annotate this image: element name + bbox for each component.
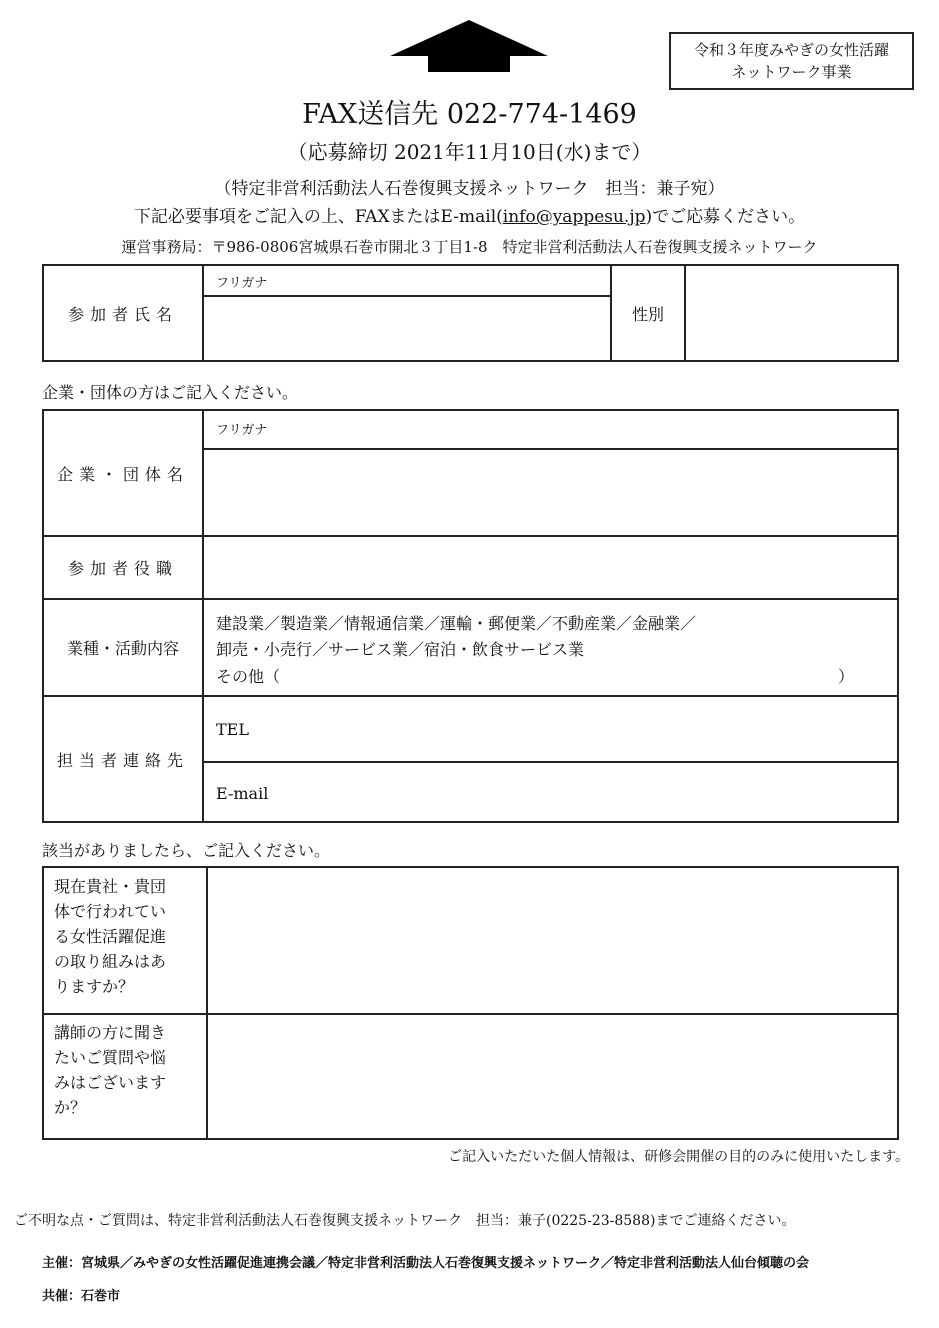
instructions bbox=[0, 202, 939, 227]
program-badge bbox=[669, 32, 914, 90]
industry-other: その他（ bbox=[216, 667, 281, 686]
tel-field[interactable] bbox=[260, 699, 897, 761]
tel-label: TEL bbox=[216, 720, 249, 739]
question-1-line: 体で行われてい bbox=[54, 902, 167, 921]
company-furigana-label: フリガナ bbox=[216, 423, 268, 438]
participant-name-field[interactable] bbox=[204, 297, 610, 360]
organizers: 主催：宮城県／みやぎの女性活躍促進連携会議／特定非営利活動法人石巻復興支援ネットワーク／特定非営利活動法人仙台傾聴の会 bbox=[42, 1256, 810, 1271]
gender-label: 性別 bbox=[631, 304, 664, 324]
industry-line-1: 建設業／製造業／情報通信業／運輸・郵便業／不動産業／金融業／ bbox=[216, 614, 697, 633]
privacy-note: ご記入いただいた個人情報は、研修会開催の目的のみに使用いたします。 bbox=[448, 1149, 909, 1165]
question-2-label bbox=[54, 1020, 166, 1120]
up-arrow-icon bbox=[388, 18, 550, 74]
position-field[interactable] bbox=[204, 537, 897, 598]
industry-other-close: ） bbox=[838, 667, 855, 686]
instructions-pre: 下記必要事項をご記入の上、FAXまたはE-mail( bbox=[133, 207, 503, 227]
participant-name-label: 参加者氏名 bbox=[67, 304, 178, 324]
question-1-label bbox=[54, 874, 166, 999]
email-field[interactable] bbox=[280, 763, 897, 821]
question-1-line: の取り組みはあ bbox=[54, 952, 167, 971]
fax-destination: FAX送信先 022-774-1469 bbox=[302, 99, 637, 130]
question-1-line: 現在貴社・貴団 bbox=[54, 877, 167, 896]
question-1-line: る女性活躍促進 bbox=[54, 927, 167, 946]
company-name-field[interactable] bbox=[204, 450, 897, 535]
industry-label: 業種・活動内容 bbox=[66, 639, 179, 658]
question-2-line: みはございます bbox=[54, 1073, 167, 1092]
question-1-line: りますか？ bbox=[54, 977, 135, 996]
inquiry-note: ご不明な点・ご質問は、特定非営利活動法人石巻復興支援ネットワーク 担当：兼子(0225-23-8588)までご連絡ください。 bbox=[14, 1213, 796, 1229]
industry-other-field[interactable] bbox=[300, 664, 830, 686]
question-2-answer-field[interactable] bbox=[208, 1015, 897, 1138]
question-1-answer-field[interactable] bbox=[208, 868, 897, 1013]
contact-label: 担当者連絡先 bbox=[56, 750, 189, 770]
company-name-label: 企業・団体名 bbox=[56, 464, 189, 484]
gender-field[interactable] bbox=[686, 266, 897, 360]
question-2-line: か？ bbox=[54, 1098, 87, 1117]
position-label: 参加者役職 bbox=[67, 559, 178, 578]
applicable-note: 該当がありましたら、ご記入ください。 bbox=[42, 841, 331, 860]
badge-line-2: ネットワーク事業 bbox=[731, 63, 852, 81]
organization-contact: （特定非営利活動法人石巻復興支援ネットワーク 担当：兼子宛） bbox=[214, 179, 725, 199]
badge-line-1: 令和３年度みやぎの女性活躍 bbox=[693, 41, 889, 59]
instructions-post: )でご応募ください。 bbox=[645, 207, 806, 227]
cosponsor: 共催：石巻市 bbox=[42, 1289, 121, 1304]
office-address: 運営事務局：〒986-0806宮城県石巻市開北３丁目1-8 特定非営利活動法人石巻復興支援ネットワーク bbox=[121, 238, 818, 256]
question-2-line: たいご質問や悩 bbox=[54, 1048, 167, 1067]
participant-furigana-label: フリガナ bbox=[216, 276, 268, 291]
question-2-line: 講師の方に聞き bbox=[54, 1023, 167, 1042]
company-note: 企業・団体の方はご記入ください。 bbox=[42, 383, 299, 402]
email-link[interactable]: info@yappesu.jp bbox=[502, 207, 646, 227]
email-label: E-mail bbox=[216, 784, 269, 803]
industry-line-2: 卸売・小売行／サービス業／宿泊・飲食サービス業 bbox=[216, 640, 585, 659]
deadline: （応募締切 2021年11月10日(水)まで） bbox=[287, 140, 652, 164]
